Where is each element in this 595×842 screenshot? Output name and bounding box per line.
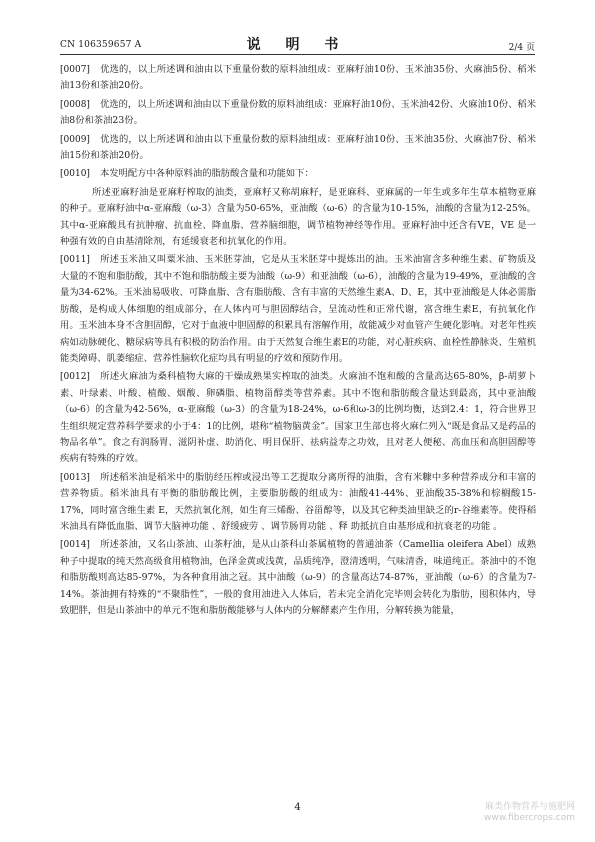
watermark-url: www.fibercrops.com [484, 813, 575, 823]
paragraph-text: 优选的，以上所述调和油由以下重量份数的原料油组成：亚麻籽油10份、玉米油42份、火麻油10份、稻米油8份和茶油23份。 [60, 98, 536, 127]
paragraph-number: [0009] [60, 134, 90, 145]
paragraph-text: 所述亚麻籽油是亚麻籽榨取的油类，亚麻籽又称胡麻籽，是亚麻科、亚麻属的一年生或多年生草本植物亚麻的种子。亚麻籽油中α-亚麻酸（ω-3）含量为50-65%，亚油酸（ω-6）的含量为10-15%，油酸的含量为12-25%。其中α-亚麻酸具有抗肿瘤、抗血栓、降血脂、营养脑细胞，调节植物神经等作用。亚麻籽油中还含有VE，VE 是一种强有效的自由基清除剂，有延缓衰老和抗氧化的作用。 [60, 186, 536, 248]
publication-number: CN 106359657 A [60, 40, 142, 50]
paragraph-number: [0011] [60, 255, 90, 266]
paragraph-text: 本发明配方中各种原料油的脂肪酸含量和功能如下： [99, 168, 314, 180]
site-watermark [484, 802, 575, 824]
paragraph-text: 所述火麻油为桑科植物大麻的干燥成熟果实榨取的油类。火麻油不饱和酸的含量高达65-80%，β-胡萝卜素、叶绿素、叶酸、植酸、烟酸、卵磷脂、植物甾醇类等营养素。其中不饱和脂肪酸含量达到最高，其中亚油酸（ω-6）的含量为42-56%，α-亚麻酸（ω-3）的含量为18-24%，ω-6和ω-3的比例均衡，达到2.4：1，符合世界卫生组织规定营养科学要求的小于4：1的比例，堪称“植物脑黄金”。国家卫生部也将火麻仁列入“既是食品又是药品的物品名单”。食之有润肠胃、滋阴补虚、助消化、明目保肝、祛病益寿之功效，且对老人便秘、高血压和高胆固醇等疾病有特殊的疗效。 [60, 371, 536, 465]
paragraph-text: 所述稻米油是稻米中的脂肪经压榨或浸出等工艺提取分离所得的油脂，含有米糠中多种营养成分和丰富的营养物质。稻米油具有平衡的脂肪酸比例，主要脂肪酸的组成为：油酸41-44%、亚油酸35-38%和棕榈酸15-17%，同时富含维生素 E，天然抗氧化剂，如生育三烯酚、谷甾醇等，以及其它种类油里缺乏的r-谷维素等。使得稻米油具有降低血脂、调节大脑神功能 、舒缓疲劳 、调节肠胃功能 、释 助抵抗自由基形成和抗衰老的功能 。 [60, 471, 536, 532]
paragraph-number: [0008] [60, 99, 90, 110]
page-indicator: 2/4 页 [508, 43, 535, 53]
paragraph-0012 [60, 369, 536, 467]
paragraph-0010 [60, 166, 536, 182]
paragraph-number: [0013] [60, 472, 90, 483]
document-body [60, 62, 536, 621]
page-number: 4 [294, 802, 301, 813]
paragraph-number: [0014] [60, 540, 90, 551]
watermark-title: 麻类作物营养与施肥网 [484, 802, 575, 812]
paragraph-text: 优选的，以上所述调和油由以下重量份数的原料油组成：亚麻籽油10份、玉米油35份、火麻油5份、稻米油13份和茶油20份。 [60, 64, 536, 92]
paragraph-0011 [60, 252, 536, 367]
page-header [60, 26, 535, 56]
paragraph-linseed-oil [60, 185, 536, 251]
paragraph-number: [0007] [60, 65, 90, 75]
paragraph-0013 [60, 470, 536, 536]
paragraph-number: [0012] [60, 372, 90, 383]
paragraph-text: 所述玉米油又叫粟米油、玉米胚芽油，它是从玉米胚芽中提炼出的油。玉米油富含多种维生素、矿物质及大量的不饱和脂肪酸，其中不饱和脂肪酸主要为油酸（ω-9）和亚油酸（ω-6），油酸的含量为19-49%，亚油酸的含量为34-62%。玉米油易吸收、可降血脂、含有脂肪酸、含有丰富的天然维生素A、D、E，其中亚油酸是人体必需脂肪酸，是构成人体细胞的组成部分，在人体内可与胆固醇结合，呈流动性和正常代谢，富含维生素E，有抗氧化作用。玉米油本身不含胆固醇，它对于血液中胆固醇的积累具有溶解作用，故能减少对血管产生硬化影响。对老年性疾病如动脉硬化、糖尿病等具有积极的防治作用。由于天然复合维生素E的功能，对心脏疾病、血栓性静脉炎、生殖机能类障碍、肌萎缩症、营养性脑软化症均具有明显的疗效和预防作用。 [60, 254, 536, 364]
paragraph-0009 [60, 132, 536, 165]
paragraph-0008 [60, 97, 536, 130]
paragraph-0007 [60, 62, 536, 95]
paragraph-text: 优选的，以上所述调和油由以下重量份数的原料油组成：亚麻籽油10份、玉米油35份、火麻油7份、稻米油15份和茶油20份。 [60, 133, 536, 162]
paragraph-0014 [60, 537, 536, 619]
paragraph-number: [0010] [60, 169, 90, 180]
header-rule [60, 54, 535, 55]
document-title: 说 明 书 [246, 37, 349, 53]
paragraph-text: 所述茶油，又名山茶油、山茶籽油，是从山茶科山茶属植物的普通油茶（Camellia oleifera Abel）成熟种子中提取的纯天然高级食用植物油，色泽金黄或浅黄，品质纯净，澄清透明，气味清香，味道纯正。茶油中的不饱和脂肪酸则高达85-97%，为各种食用油之冠。其中油酸（ω-9）的含量高达74-87%，亚油酸（ω-6）的含量为7-14%。茶油拥有特殊的“不聚脂性”，一般的食用油进入人体后，若未完全消化完毕则会转化为脂肪，囤积体内，导致肥胖，但是山茶油中的单元不饱和脂肪酸能够与人体内的分解酵素产生作用，分解转换为能量， [60, 539, 536, 616]
